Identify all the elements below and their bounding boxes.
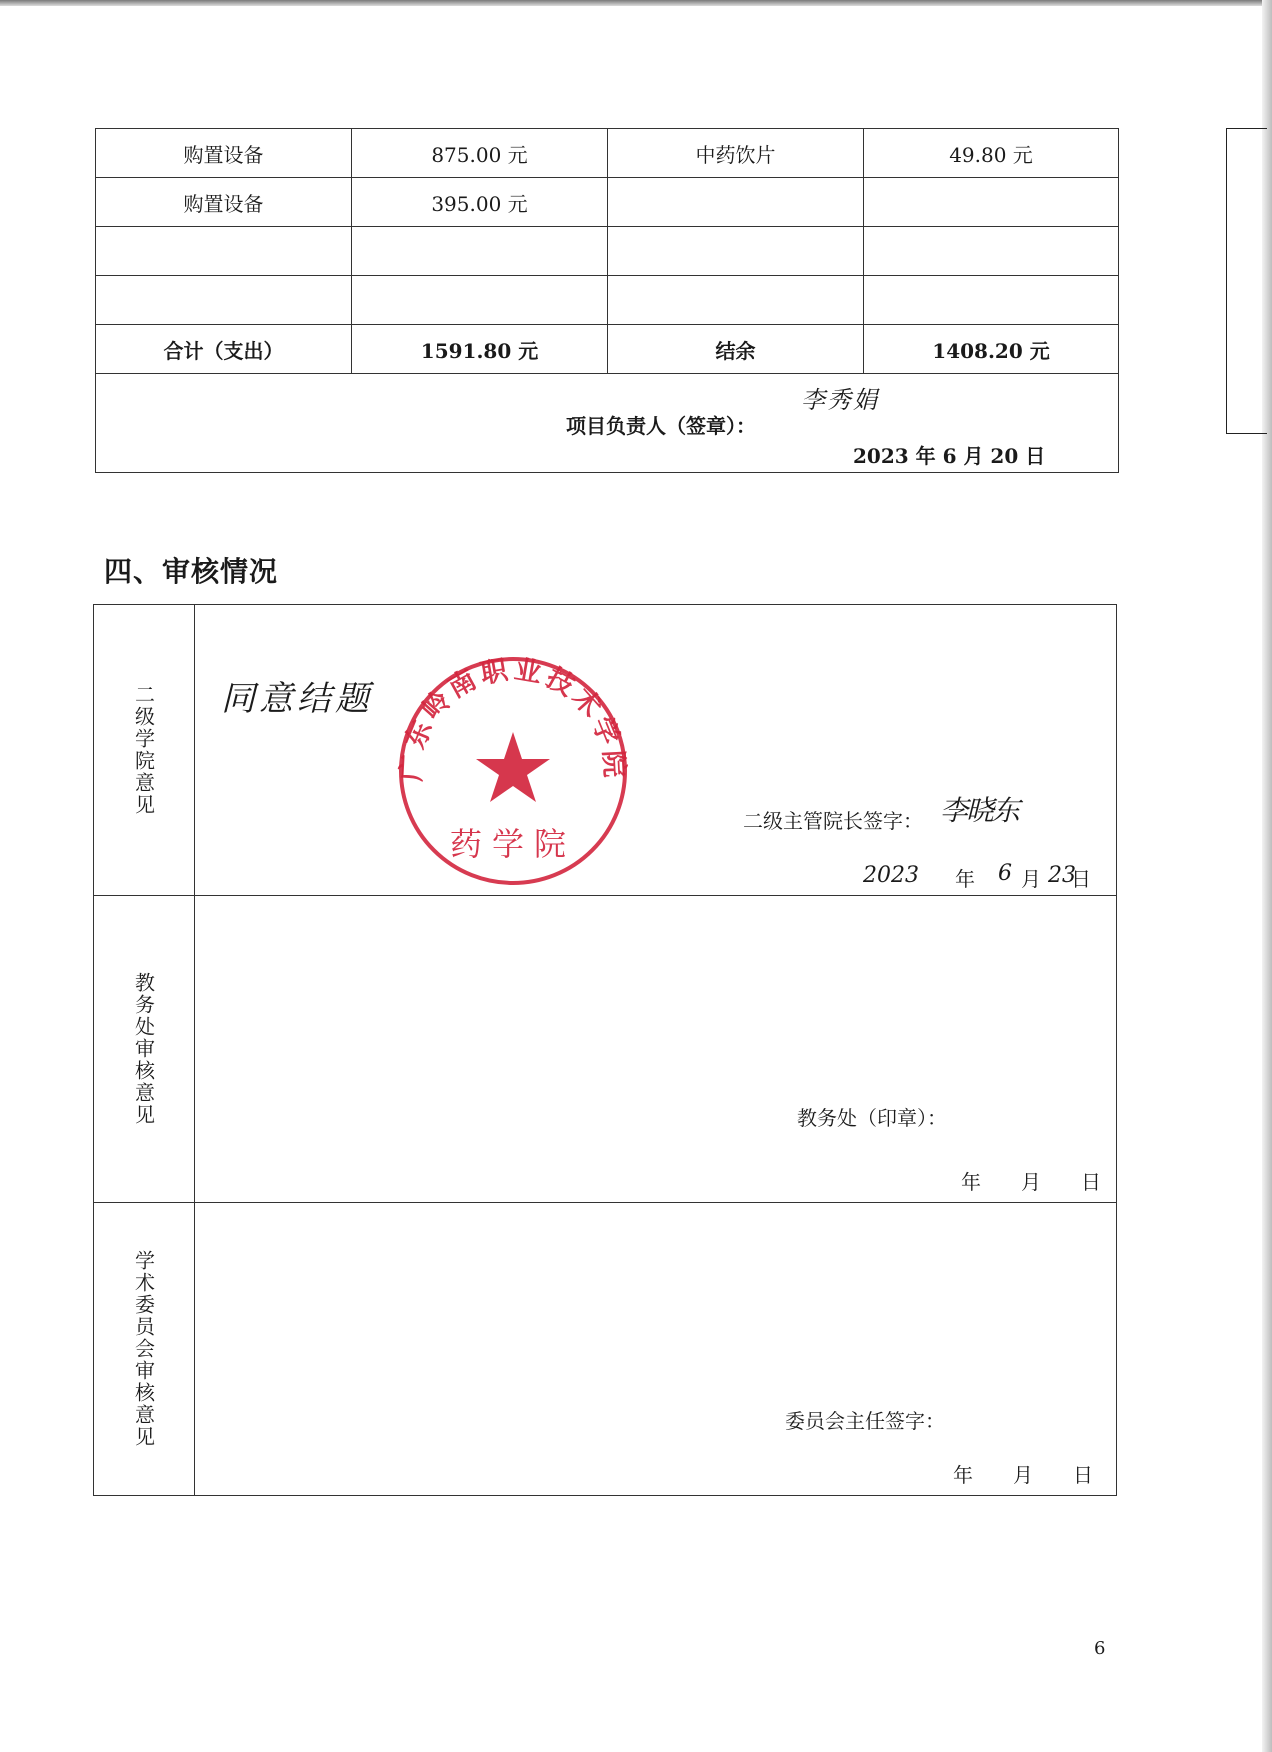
college-date-month-suffix: 月	[1021, 867, 1041, 891]
table-cell	[863, 275, 1119, 325]
responsible-signature: 李秀娟	[801, 386, 879, 414]
table-cell: 中药饮片	[607, 128, 864, 178]
academic-affairs-content	[194, 895, 1117, 1203]
college-date-year-suffix: 年	[955, 867, 975, 891]
college-date-year: 2023	[863, 863, 919, 888]
committee-date: 年 月 日	[953, 1463, 1093, 1487]
committee-content	[194, 1202, 1117, 1496]
responsible-label: 项目负责人（签章）：	[566, 414, 756, 438]
stamp-ring-text: 广东岭南职业技术学院	[396, 654, 630, 783]
expense-table	[95, 128, 1119, 473]
table-cell: 395.00 元	[351, 177, 608, 227]
table-cell	[351, 226, 608, 276]
college-date-day: 23	[1048, 863, 1076, 888]
responsible-signature-cell	[95, 373, 1119, 473]
adjacent-page-border	[1226, 128, 1267, 434]
total-label: 合计（支出）	[95, 324, 352, 374]
committee-label-cell	[93, 1202, 195, 1496]
college-opinion-content	[194, 604, 1117, 896]
college-stamp	[395, 653, 631, 889]
college-date-month: 6	[998, 861, 1012, 886]
table-cell	[351, 275, 608, 325]
table-cell	[863, 226, 1119, 276]
academic-affairs-date: 年 月 日	[961, 1170, 1101, 1194]
review-table	[93, 604, 1117, 1496]
responsible-date: 2023 年 6 月 20 日	[853, 444, 1046, 468]
table-cell: 购置设备	[95, 177, 352, 227]
table-cell	[607, 226, 864, 276]
academic-affairs-label-cell	[93, 895, 195, 1203]
star-icon	[476, 732, 550, 802]
table-cell	[607, 177, 864, 227]
total-value: 1591.80 元	[351, 324, 608, 374]
table-cell	[95, 275, 352, 325]
college-opinion-label-cell	[93, 604, 195, 896]
table-cell: 购置设备	[95, 128, 352, 178]
table-cell	[95, 226, 352, 276]
page-number: 6	[1094, 1638, 1106, 1659]
stamp-center-text: 药学院	[449, 825, 577, 863]
academic-affairs-label: 教务处审核意见	[131, 972, 156, 1126]
section-title: 四、审核情况	[104, 555, 279, 588]
college-date-day-suffix: 日	[1071, 867, 1091, 891]
committee-label: 学术委员会审核意见	[131, 1250, 156, 1448]
academic-affairs-seal-label: 教务处（印章）：	[797, 1106, 947, 1130]
table-cell	[863, 177, 1119, 227]
table-cell	[607, 275, 864, 325]
table-cell: 875.00 元	[351, 128, 608, 178]
college-sign-label: 二级主管院长签字：	[743, 809, 923, 833]
scan-edge-top	[0, 0, 1272, 6]
college-opinion-label: 二级学院意见	[131, 684, 156, 816]
college-signature: 李晓东	[940, 794, 1019, 827]
balance-value: 1408.20 元	[863, 324, 1119, 374]
table-cell: 49.80 元	[863, 128, 1119, 178]
college-comment: 同意结题	[221, 679, 373, 719]
balance-label: 结余	[607, 324, 864, 374]
committee-sign-label: 委员会主任签字：	[785, 1409, 945, 1433]
